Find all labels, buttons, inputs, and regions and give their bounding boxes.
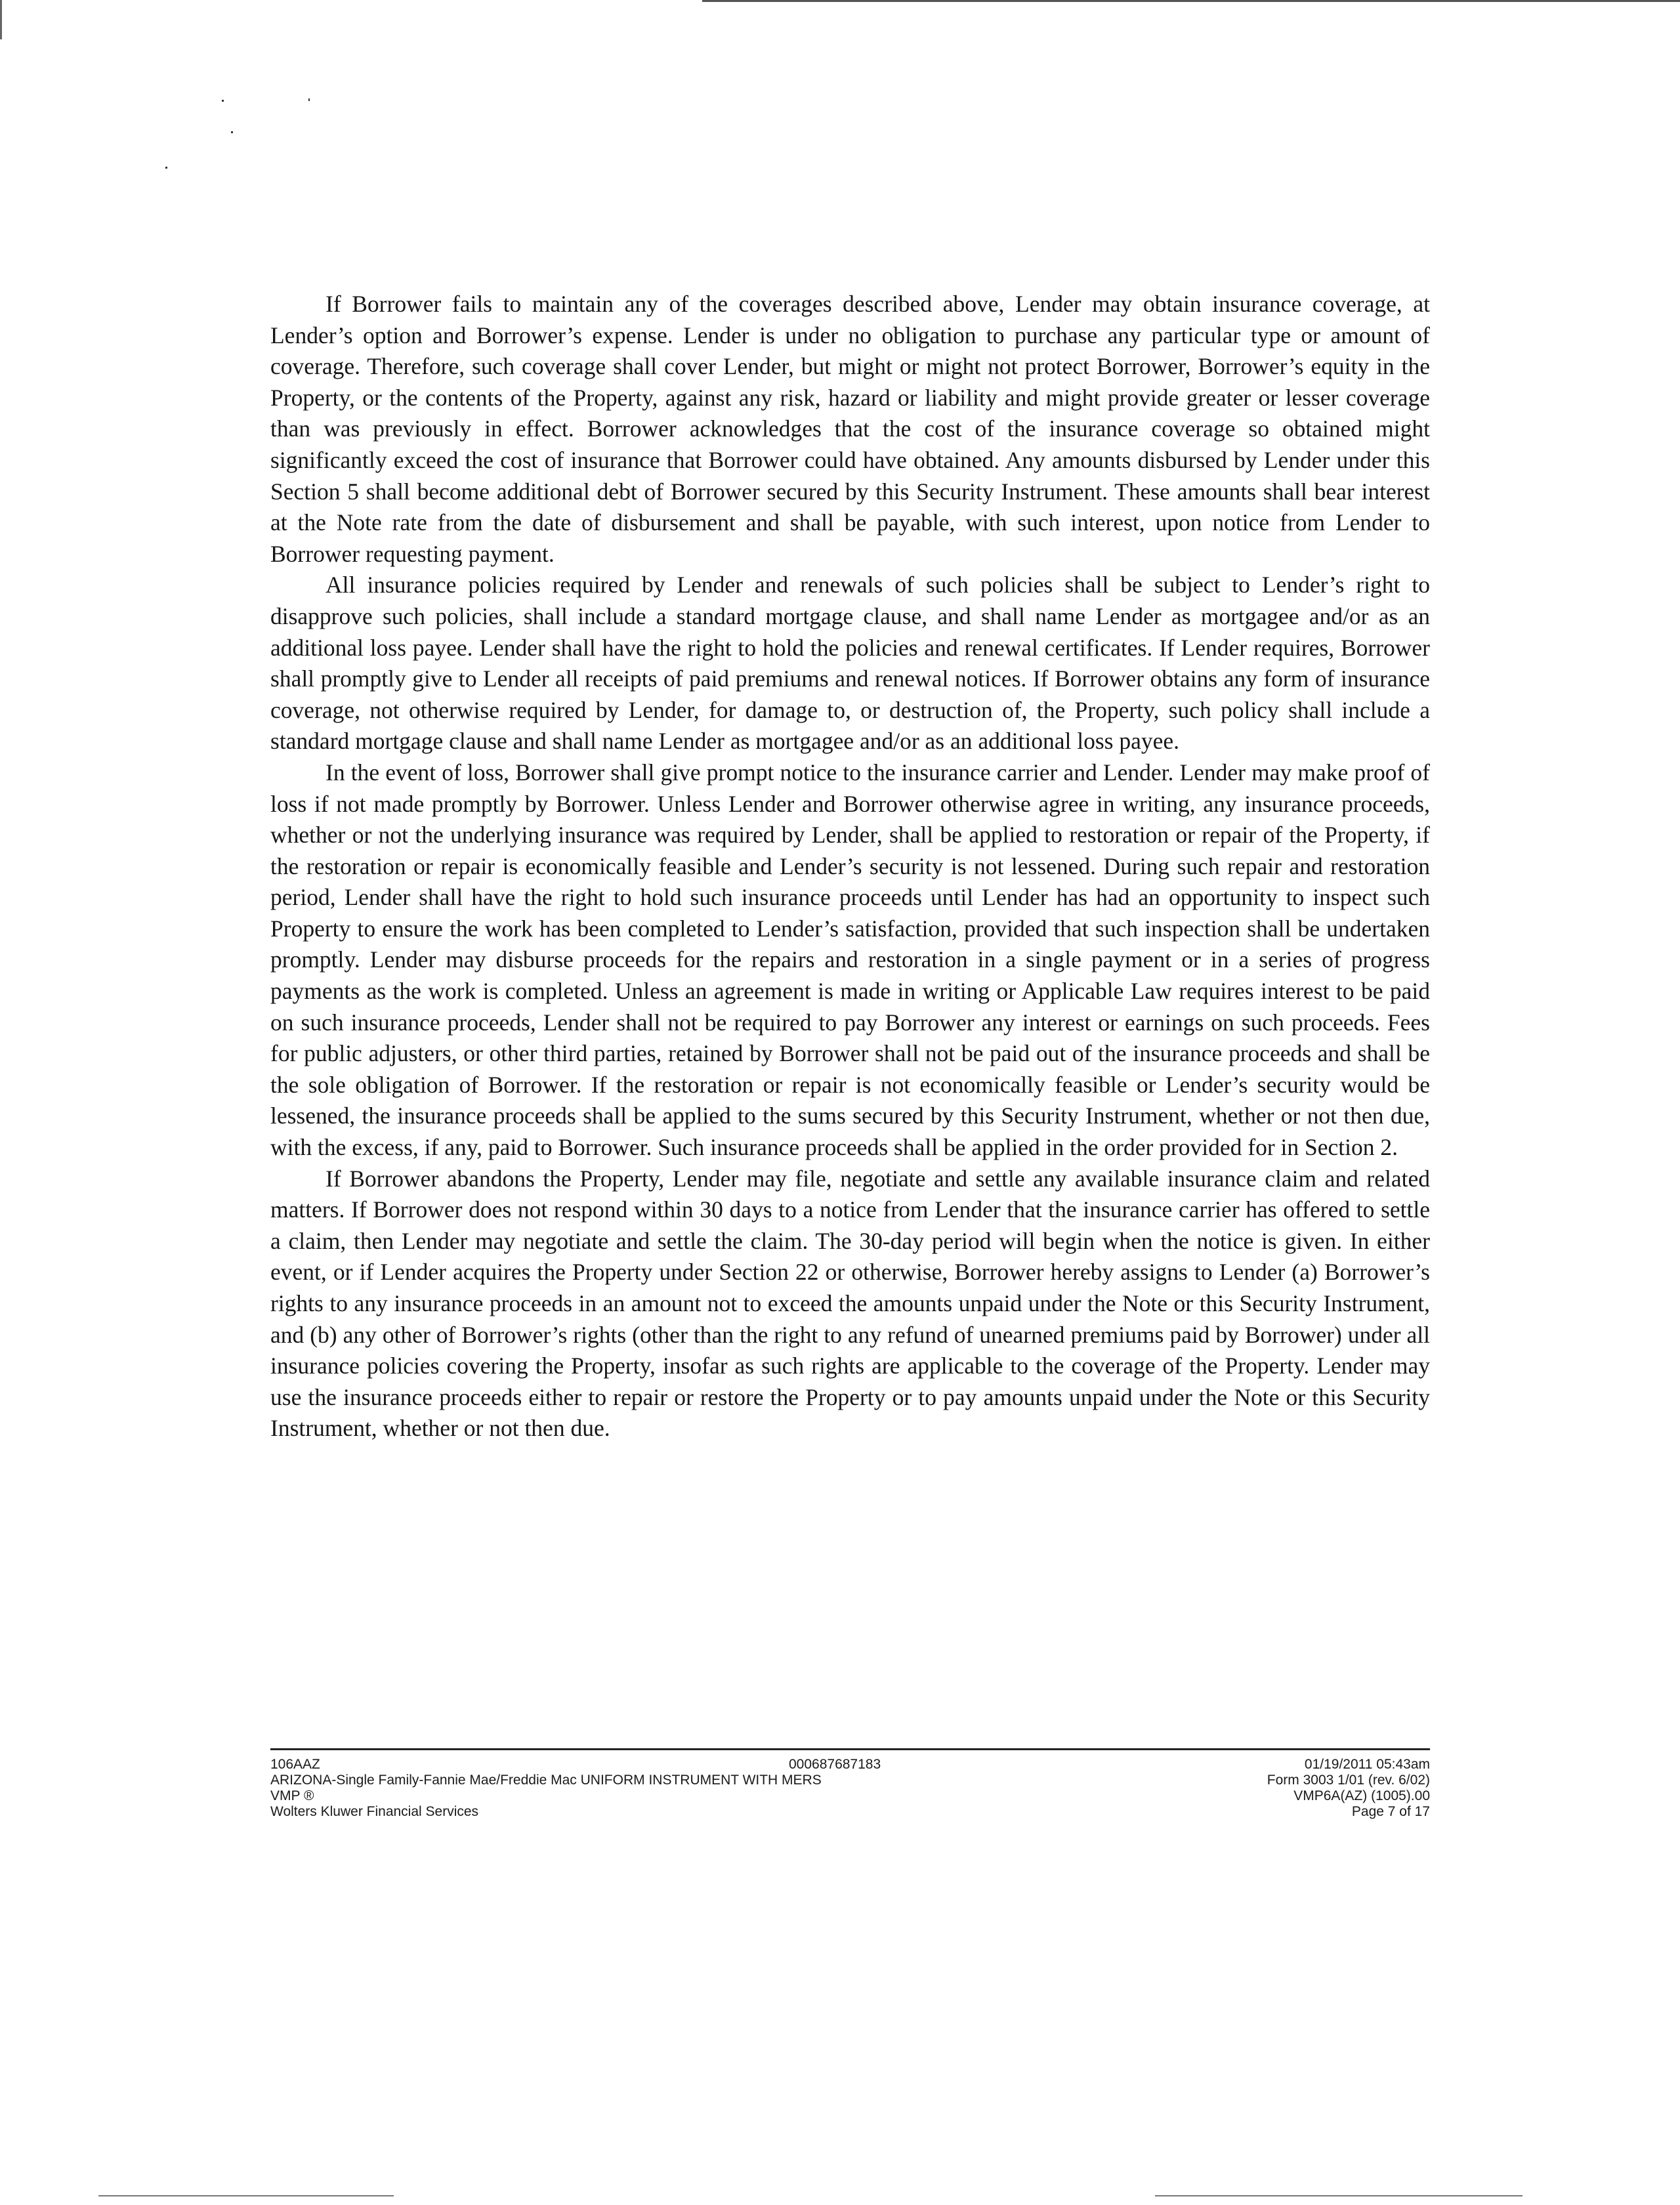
scan-left-edge	[0, 0, 2, 39]
footer-page-number: Page 7 of 17	[1351, 1804, 1430, 1819]
footer-loan-number: 000687687183	[789, 1757, 881, 1772]
footer-rule	[270, 1748, 1430, 1750]
footer-vmp-code: VMP6A(AZ) (1005).00	[1293, 1788, 1430, 1803]
footer-publisher: Wolters Kluwer Financial Services	[270, 1804, 479, 1819]
footer-form-code: 106AAZ	[270, 1757, 320, 1772]
scan-speck	[165, 167, 167, 169]
document-body	[270, 289, 1430, 1444]
scan-bottom-dash	[1155, 2195, 1522, 2196]
scan-top-rule	[702, 0, 1680, 2]
footer-right-block	[1267, 1757, 1430, 1820]
paragraph-abandonment: If Borrower abandons the Property, Lender may file, negotiate and settle any available insurance claim and related matters. If Borrower does not respond within 30 days to a notice from Lender that the insurance carrier has offered to settle a claim, then Lender may negotiate and settle the claim. The 30-day period will begin when the notice is given. In either event, or if Lender acquires the Property under Section 22 or otherwise, Borrower hereby assigns to Lender (a) Borrower’s rights to any insurance proceeds in an amount not to exceed the amounts unpaid under the Note or this Security Instrument, and (b) any other of Borrower’s rights (other than the right to any refund of unearned premiums paid by Borrower) under all insurance policies covering the Property, insofar as such rights are applicable to the coverage of the Property. Lender may use the insurance proceeds either to repair or restore the Property or to pay amounts unpaid under the Note or this Security Instrument, whether or not then due.	[270, 1165, 1430, 1442]
footer-timestamp: 01/19/2011 05:43am	[1304, 1757, 1430, 1772]
footer-form-number: Form 3003 1/01 (rev. 6/02)	[1267, 1773, 1430, 1788]
paragraph-event-of-loss: In the event of loss, Borrower shall give prompt notice to the insurance carrier and Lender. Lender may make proof of loss if not made promptly by Borrower. Unless Lender and Borrower otherwise agree in writing, any insurance proceeds, whether or not the underlying insurance was required by Lender, shall be applied to restoration or repair of the Property, if the restoration or repair is economically feasible and Lender’s security is not lessened. During such repair and restoration period, Lender shall have the right to hold such insurance proceeds until Lender has had an opportunity to inspect such Property to ensure the work has been completed to Lender’s satisfaction, provided that such inspection shall be undertaken promptly. Lender may disburse proceeds for the repairs and restoration in a single payment or in a series of progress payments as the work is completed. Unless an agreement is made in writing or Applicable Law requires interest to be paid on such insurance proceeds, Lender shall not be required to pay Borrower any interest or earnings on such proceeds. Fees for public adjusters, or other third parties, retained by Borrower shall not be paid out of the insurance proceeds and shall be the sole obligation of Borrower. If the restoration or repair is not economically feasible or Lender’s security would be lessened, the insurance proceeds shall be applied to the sums secured by this Security Instrument, whether or not then due, with the excess, if any, paid to Borrower. Such insurance proceeds shall be applied in the order provided for in Section 2.	[270, 759, 1430, 1161]
footer-form-title: ARIZONA-Single Family-Fannie Mae/Freddie Mac UNIFORM INSTRUMENT WITH MERS	[270, 1773, 822, 1788]
footer-left-block	[270, 1757, 822, 1820]
footer-vmp-mark: VMP ®	[270, 1788, 314, 1803]
scan-speck	[231, 131, 233, 133]
scan-speck	[308, 98, 310, 101]
scan-bottom-dash	[98, 2195, 394, 2196]
paragraph-force-placed-insurance: If Borrower fails to maintain any of the coverages described above, Lender may obtain insurance coverage, at Lender’s option and Borrower’s expense. Lender is under no obligation to purchase any particular type or amount of coverage. Therefore, such coverage shall cover Lender, but might or might not protect Borrower, Borrower’s equity in the Property, or the contents of the Property, against any risk, hazard or liability and might provide greater or lesser coverage than was previously in effect. Borrower acknowledges that the cost of the insurance coverage so obtained might significantly exceed the cost of insurance that Borrower could have obtained. Any amounts disbursed by Lender under this Section 5 shall become additional debt of Borrower secured by this Security Instrument. These amounts shall bear interest at the Note rate from the date of disbursement and shall be payable, with such interest, upon notice from Lender to Borrower requesting payment.	[270, 291, 1430, 567]
paragraph-insurance-policies: All insurance policies required by Lender and renewals of such policies shall be subject to Lender’s right to disapprove such policies, shall include a standard mortgage clause, and shall name Lender as mortgagee and/or as an additional loss payee. Lender shall have the right to hold the policies and renewal certificates. If Lender requires, Borrower shall promptly give to Lender all receipts of paid premiums and renewal notices. If Borrower obtains any form of insurance coverage, not otherwise required by Lender, for damage to, or destruction of, the Property, such policy shall include a standard mortgage clause and shall name Lender as mortgagee and/or as an additional loss payee.	[270, 572, 1430, 755]
scan-speck	[222, 100, 224, 102]
